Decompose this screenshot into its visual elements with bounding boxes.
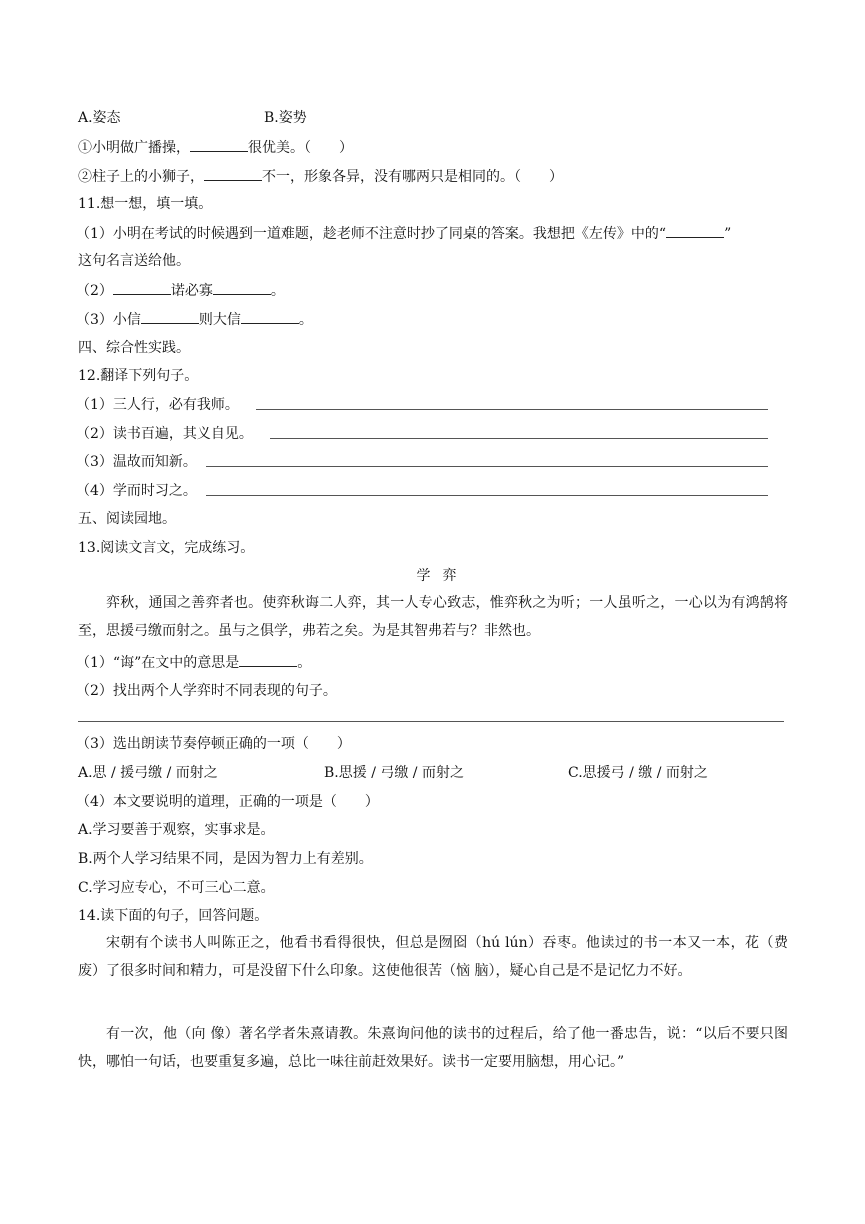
q13-option-b: B.思援 / 弓缴 / 而射之 (324, 765, 464, 781)
q11-p2-blank-2[interactable] (213, 280, 271, 295)
q12-answer-line-4[interactable] (206, 495, 768, 496)
q11-p3-text: （3）小信 (76, 312, 141, 328)
q14-heading: 14.读下面的句子，回答问题。 (78, 908, 269, 924)
q11-p3-end: 。 (298, 312, 313, 328)
q11-heading: 11.想一想，填一填。 (78, 196, 213, 212)
q11-p2-blank-1[interactable] (113, 280, 171, 295)
q13-part4-option-c: C.学习应专心，不可三心二意。 (78, 880, 275, 896)
q13-part2: （2）找出两个人学弈时不同表现的句子。 (76, 683, 337, 699)
q13-option-c: C.思援弓 / 缴 / 而射之 (568, 765, 708, 781)
q11-p3-text-mid: 则大信 (198, 312, 241, 328)
q12-answer-line-1[interactable] (256, 409, 768, 410)
q13-part3: （3）选出朗读节奏停顿正确的一项（ ） (76, 736, 351, 752)
q11-p2-text: 诺必寡 (170, 283, 213, 299)
q11-p1-text: （1）小明在考试的时候遇到一道难题，趁老师不注意时抄了同桌的答案。我想把《左传》中的“ (76, 226, 667, 242)
q11-p2-end: 。 (270, 283, 285, 299)
q13-heading: 13.阅读文言文，完成练习。 (78, 540, 255, 556)
q12-item-3: （3）温故而知新。 (76, 454, 197, 470)
q10-s2-text: ②柱子上的小狮子， (78, 169, 204, 185)
q11-p1-quote: ” (724, 226, 732, 242)
q10-option-b: B.姿势 (264, 110, 307, 126)
q11-part2 (76, 280, 285, 301)
q13-answer-line[interactable] (78, 721, 784, 722)
q10-s2-text-end: 不一，形象各异，没有哪两只是相同的。（ ） (262, 169, 563, 185)
q10-s1-text-end: 很优美。（ ） (248, 140, 353, 156)
q10-sentence-2 (78, 166, 563, 187)
q13-option-a: A.思 / 援弓缴 / 而射之 (78, 765, 218, 781)
q11-p3-blank-1[interactable] (141, 309, 199, 324)
q13-part3-options (78, 763, 708, 783)
q13-part1 (76, 652, 311, 673)
q10-option-row (78, 108, 307, 128)
section-5-heading: 五、阅读园地。 (78, 511, 176, 527)
q10-sentence-1 (78, 137, 353, 158)
section-4-heading: 四、综合性实践。 (78, 340, 190, 356)
q13-q1-blank[interactable] (239, 652, 297, 667)
q14-paragraph-2: 有一次，他（向 像）著名学者朱熹请教。朱熹询问他的读书的过程后，给了他一番忠告，说：“以后不要只图快，哪怕一句话，也要重复多遍，总比一味往前赶效果好。读书一定要用脑想，用心记。” (78, 1026, 788, 1070)
q14-paragraph-1: 宋朝有个读书人叫陈正之，他看书看得很快，但总是囫囵（hú lún）吞枣。他读过的书一本又一本，花（费 废）了很多时间和精力，可是没留下什么印象。这使他很苦（恼 脑），疑心自己是不是记忆力不好。 (78, 935, 788, 979)
q13-part4-option-a: A.学习要善于观察，实事求是。 (78, 822, 275, 838)
q11-part1 (76, 223, 731, 244)
q10-s2-blank[interactable] (204, 166, 262, 181)
q11-part1-line2: 这句名言送给他。 (78, 253, 190, 269)
q12-answer-line-2[interactable] (270, 438, 768, 439)
q11-p2-label: （2） (76, 283, 113, 299)
q11-p3-blank-2[interactable] (241, 309, 299, 324)
q12-answer-line-3[interactable] (206, 466, 768, 467)
q12-item-2: （2）读书百遍，其义自见。 (76, 426, 253, 442)
q12-heading: 12.翻译下列句子。 (78, 368, 199, 384)
q10-s1-blank[interactable] (190, 137, 248, 152)
q13-q1-text: （1）“诲”在文中的意思是 (76, 655, 240, 671)
passage-title: 学弈 (416, 568, 469, 584)
q13-part4-option-b: B.两个人学习结果不同，是因为智力上有差别。 (78, 851, 373, 867)
passage-text: 弈秋，通国之善弈者也。使弈秋诲二人弈，其一人专心致志，惟弈秋之为听；一人虽听之，一心以为有鸿鹄将至，思援弓缴而射之。虽与之俱学，弗若之矣。为是其智弗若与？非然也。 (78, 595, 788, 639)
q11-p1-blank[interactable] (666, 223, 724, 238)
q10-s1-text: ①小明做广播操， (78, 140, 190, 156)
q11-part3 (76, 309, 313, 330)
q10-option-a: A.姿态 (78, 110, 121, 126)
q13-part4: （4）本文要说明的道理，正确的一项是（ ） (76, 794, 379, 810)
q12-item-1: （1）三人行，必有我师。 (76, 397, 239, 413)
q13-q1-end: 。 (297, 655, 312, 671)
q12-item-4: （4）学而时习之。 (76, 483, 197, 499)
